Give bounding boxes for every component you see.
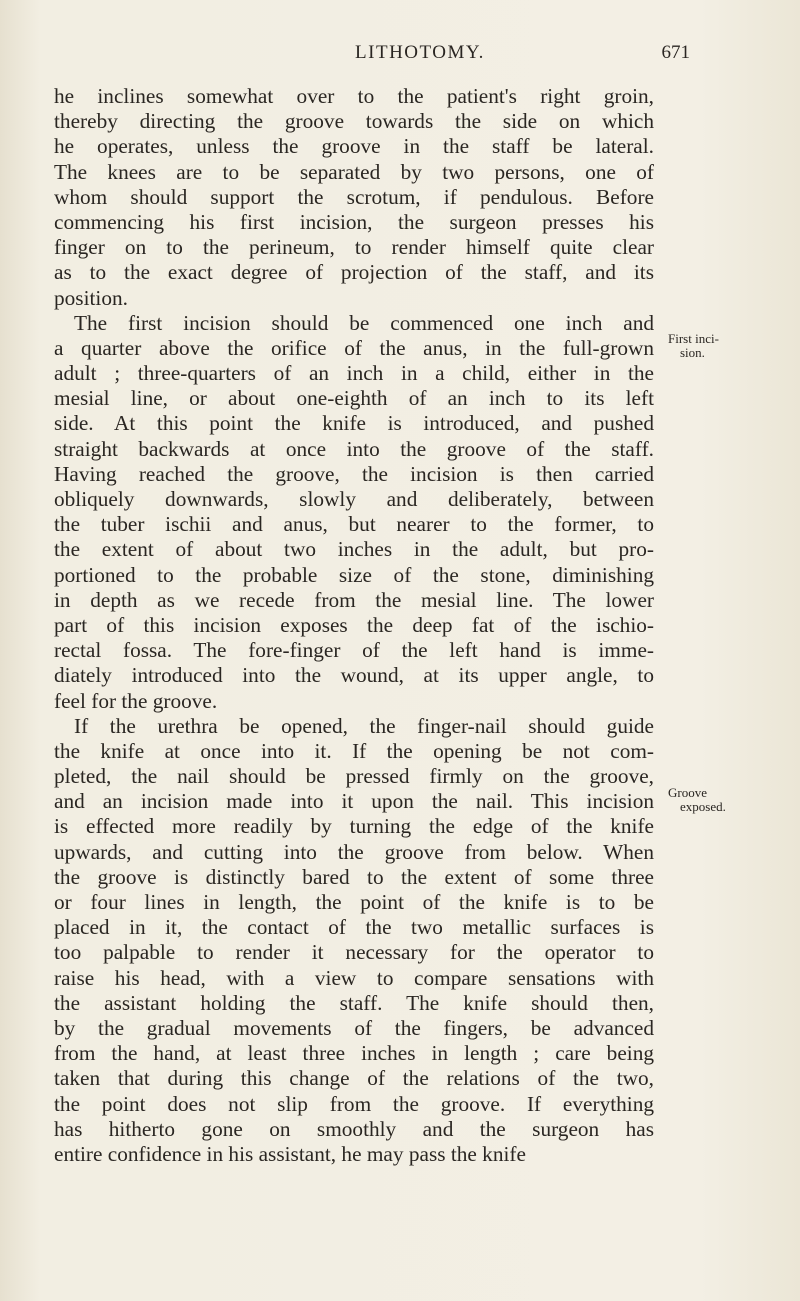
text-line: thereby directing the groove towards the side on which xyxy=(54,109,654,134)
sidenote-line: exposed. xyxy=(680,799,726,814)
text-line: adult ; three-quarters of an inch in a child, either in the xyxy=(54,361,654,386)
text-line: Having reached the groove, the incision is then carried xyxy=(54,461,654,486)
text-line: the knife at once into it. If the opening be not com- xyxy=(54,738,654,763)
paragraph xyxy=(54,714,654,1167)
text-line: taken that during this change of the relations of the two, xyxy=(54,1066,654,1091)
text-line: whom should support the scrotum, if pendulous. Before xyxy=(54,184,654,209)
text-line: he operates, unless the groove in the staff be lateral. xyxy=(54,134,654,159)
text-line: obliquely downwards, slowly and deliberately, between xyxy=(54,487,654,511)
page-number: 671 xyxy=(661,42,690,63)
text-line: The knees are to be separated by two persons, one of xyxy=(54,159,654,184)
text-line: has hitherto gone on smoothly and the surgeon has xyxy=(54,1116,654,1141)
text-line: as to the exact degree of projection of the staff, and its xyxy=(54,260,654,285)
text-line: rectal fossa. The fore-finger of the left hand is imme- xyxy=(54,638,654,663)
text-line: mesial line, or about one-eighth of an inch to its left xyxy=(54,386,654,411)
text-line: raise his head, with a view to compare sensations with xyxy=(54,965,654,990)
text-line: pleted, the nail should be pressed firmly on the groove, xyxy=(54,764,654,789)
text-line: the tuber ischii and anus, but nearer to the former, to xyxy=(54,512,654,537)
text-line: The first incision should be commenced one inch and xyxy=(74,310,654,335)
body-text xyxy=(54,84,654,1167)
text-line: diately introduced into the wound, at its upper angle, to xyxy=(54,663,654,688)
text-line: he inclines somewhat over to the patient's right groin, xyxy=(54,84,654,108)
text-line: the assistant holding the staff. The knife should then, xyxy=(54,990,654,1015)
text-line: and an incision made into it upon the nail. This incision xyxy=(54,789,654,814)
text-line: a quarter above the orifice of the anus, in the full-grown xyxy=(54,335,654,360)
text-line: the extent of about two inches in the adult, but pro- xyxy=(54,537,654,562)
text-line: too palpable to render it necessary for the operator to xyxy=(54,940,654,965)
sidenote-groove-exposed xyxy=(668,786,798,814)
text-line: position. xyxy=(54,285,128,310)
page-header xyxy=(160,42,690,72)
text-line: feel for the groove. xyxy=(54,688,218,713)
sidenote-first-incision xyxy=(668,332,798,360)
text-line: or four lines in length, the point of the knife is to be xyxy=(54,890,654,914)
paragraph xyxy=(54,311,654,714)
text-line: If the urethra be opened, the finger-nail should guide xyxy=(74,713,654,738)
text-line: placed in it, the contact of the two metallic surfaces is xyxy=(54,915,654,940)
text-line: upwards, and cutting into the groove from below. When xyxy=(54,839,654,864)
text-line: in depth as we recede from the mesial line. The lower xyxy=(54,587,654,612)
text-line: commencing his first incision, the surgeon presses his xyxy=(54,209,654,234)
text-line: from the hand, at least three inches in length ; care being xyxy=(54,1041,654,1066)
text-line: portioned to the probable size of the stone, diminishing xyxy=(54,562,654,587)
running-title: LITHOTOMY. xyxy=(355,42,485,63)
text-line: by the gradual movements of the fingers, be advanced xyxy=(54,1015,654,1040)
text-line: the groove is distinctly bared to the extent of some three xyxy=(54,864,654,889)
text-line: finger on to the perineum, to render himself quite clear xyxy=(54,235,654,260)
sidenote-line: sion. xyxy=(680,345,705,360)
text-line: straight backwards at once into the groove of the staff. xyxy=(54,436,654,461)
text-line: side. At this point the knife is introduced, and pushed xyxy=(54,411,654,436)
text-line: the point does not slip from the groove. If everything xyxy=(54,1091,654,1116)
sidenote-line: First inci- xyxy=(668,331,719,346)
sidenote-line: Groove xyxy=(668,785,707,800)
text-line: entire confidence in his assistant, he may pass the knife xyxy=(54,1141,526,1166)
text-line: part of this incision exposes the deep fat of the ischio- xyxy=(54,612,654,637)
text-line: is effected more readily by turning the edge of the knife xyxy=(54,814,654,839)
paragraph xyxy=(54,84,654,311)
